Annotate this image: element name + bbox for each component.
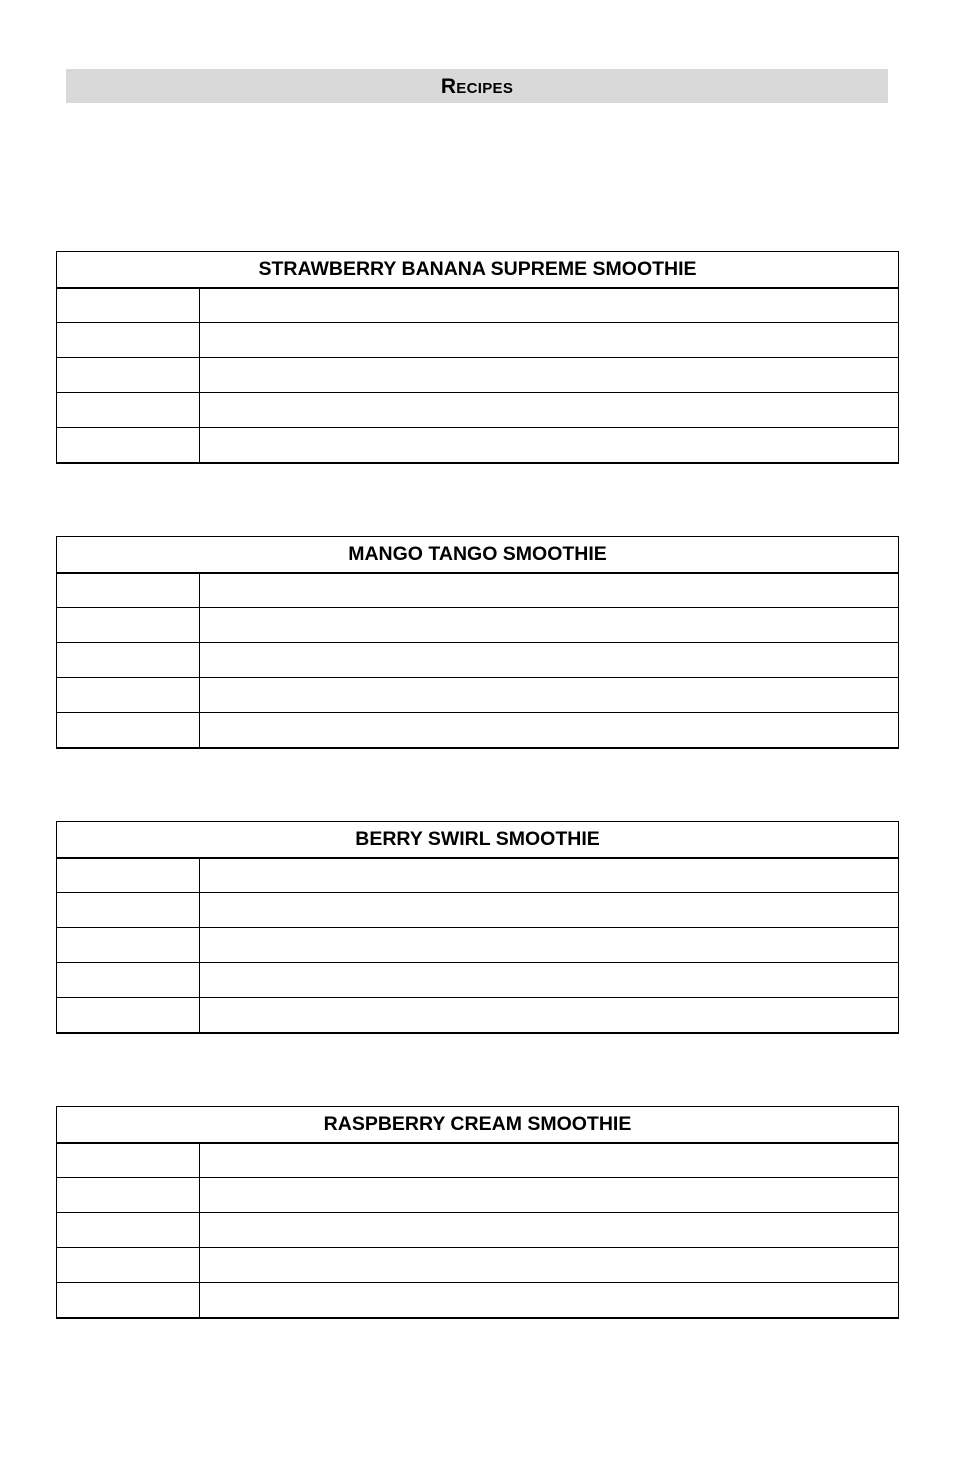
table-row [57, 963, 899, 998]
ingredient-cell [200, 1283, 899, 1318]
ingredient-cell [200, 678, 899, 713]
table-row [57, 1283, 899, 1318]
quantity-cell [57, 608, 200, 643]
recipe-title: BERRY SWIRL SMOOTHIE [57, 822, 899, 858]
quantity-cell [57, 678, 200, 713]
recipe-title: RASPBERRY CREAM SMOOTHIE [57, 1107, 899, 1143]
ingredient-cell [200, 713, 899, 748]
ingredient-cell [200, 1143, 899, 1178]
recipe-title: MANGO TANGO SMOOTHIE [57, 537, 899, 573]
quantity-cell [57, 928, 200, 963]
quantity-cell [57, 858, 200, 893]
ingredient-cell [200, 893, 899, 928]
ingredient-cell [200, 963, 899, 998]
ingredient-cell [200, 323, 899, 358]
quantity-cell [57, 323, 200, 358]
table-row [57, 643, 899, 678]
table-row [57, 1213, 899, 1248]
table-row [57, 858, 899, 893]
recipe-table-strawberry-banana-supreme [56, 251, 899, 464]
table-row [57, 678, 899, 713]
quantity-cell [57, 573, 200, 608]
ingredient-cell [200, 1213, 899, 1248]
quantity-cell [57, 893, 200, 928]
quantity-cell [57, 643, 200, 678]
ingredient-cell [200, 288, 899, 323]
table-row [57, 323, 899, 358]
table-row [57, 1248, 899, 1283]
table-row [57, 998, 899, 1033]
table-row [57, 1178, 899, 1213]
quantity-cell [57, 393, 200, 428]
ingredient-cell [200, 1178, 899, 1213]
table-row [57, 928, 899, 963]
table-row [57, 608, 899, 643]
ingredient-cell [200, 928, 899, 963]
quantity-cell [57, 998, 200, 1033]
quantity-cell [57, 1248, 200, 1283]
ingredient-cell [200, 608, 899, 643]
ingredient-cell [200, 573, 899, 608]
table-row [57, 573, 899, 608]
ingredient-cell [200, 858, 899, 893]
table-row [57, 893, 899, 928]
table-row [57, 428, 899, 463]
quantity-cell [57, 963, 200, 998]
table-row [57, 393, 899, 428]
quantity-cell [57, 428, 200, 463]
ingredient-cell [200, 428, 899, 463]
quantity-cell [57, 288, 200, 323]
recipe-table-berry-swirl [56, 821, 899, 1034]
quantity-cell [57, 1143, 200, 1178]
ingredient-cell [200, 1248, 899, 1283]
table-row [57, 1143, 899, 1178]
quantity-cell [57, 1283, 200, 1318]
page-title: Recipes [66, 69, 888, 103]
table-row [57, 288, 899, 323]
recipe-table-mango-tango [56, 536, 899, 749]
quantity-cell [57, 713, 200, 748]
quantity-cell [57, 1178, 200, 1213]
table-row [57, 713, 899, 748]
ingredient-cell [200, 998, 899, 1033]
recipe-table-raspberry-cream [56, 1106, 899, 1319]
ingredient-cell [200, 358, 899, 393]
quantity-cell [57, 358, 200, 393]
quantity-cell [57, 1213, 200, 1248]
ingredient-cell [200, 393, 899, 428]
ingredient-cell [200, 643, 899, 678]
recipe-title: STRAWBERRY BANANA SUPREME SMOOTHIE [57, 252, 899, 288]
table-row [57, 358, 899, 393]
